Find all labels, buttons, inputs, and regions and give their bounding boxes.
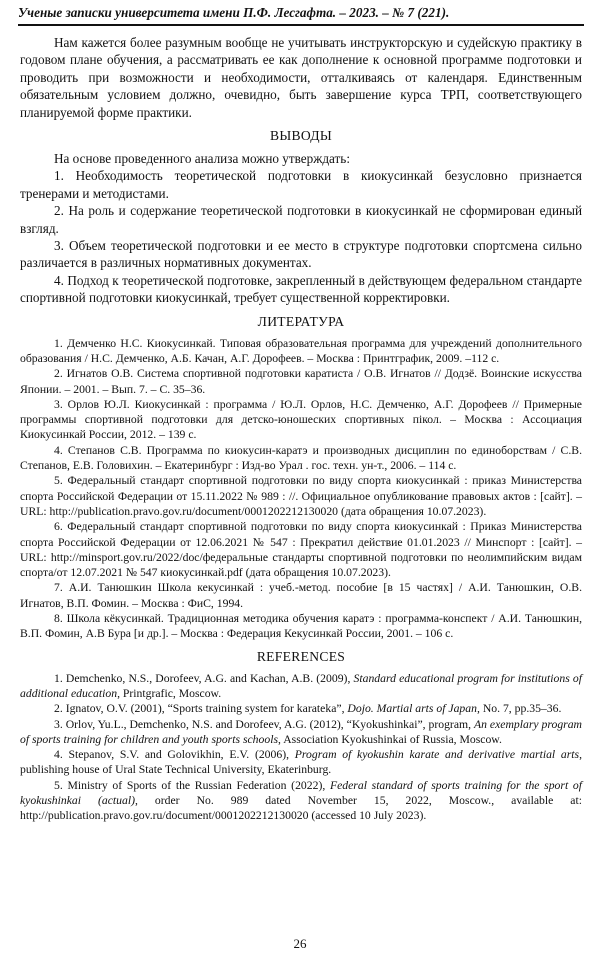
reference-title: Dojo. Martial arts of Japan, xyxy=(347,702,480,716)
literature-item: 2. Игнатов О.В. Система спортивной подготовки каратиста / О.В. Игнатов // Додзё. Воинские искусства Японии. – 2001. – Вып. 7. – С. 35–36. xyxy=(20,367,582,396)
intro-paragraph: Нам кажется более разумным вообще не учитывать инструкторскую и судейскую практику в годовом плане обучения, а рассматривать ее как дополнение к основной программе подготовки и проводить при возможности и необходимости, отталкиваясь от календаря. Единственным обязательным условием должно, очевидно, быть завершение курса ТРП, соответствующего планируемой форме практики. xyxy=(20,35,582,120)
reference-text: No. 7, pp.35–36. xyxy=(479,702,562,716)
reference-title: Federal standard of sports training for the sport of kyokushinkai (actual) xyxy=(20,778,582,807)
reference-text: , order No. 989 dated November 15, 2022, Moscow., available at: http://publication.pravo.gov.ru/document/0001202212130020 (accessed 10 July 2023). xyxy=(20,794,582,823)
reference-text: , publishing house of Ural State Technical University, Ekaterinburg. xyxy=(20,748,582,777)
literature-item: 3. Орлов Ю.Л. Киокусинкай : программа / Ю.Л. Орлов, Н.С. Демченко, А.Г. Дорофеев // Примерные программы спортивной подготовки для детско-юношеских спортивных пікол. – Москва : Ассоциация Киокусинкай России, 2012. – 139 с. xyxy=(20,397,582,442)
conclusion-item: 1. Необходимость теоретической подготовки в киокусинкай безусловно признается тренерами и методистами. xyxy=(20,168,582,201)
reference-text: , Printgrafic, Moscow. xyxy=(117,686,222,700)
literature-item: 4. Степанов С.В. Программа по киокусин-каратэ и производных дисциплин по единоборствам / С.В. Степанов, Е.В. Головихин. – Екатеринбург : Изд-во Урал . гос. техн. ун-т., 2006. – 114 с. xyxy=(20,443,582,473)
literature-item: 7. А.И. Танюшкин Школа кекусинкай : учеб.-метод. пособие [в 15 частях] / А.И. Танюшкин, О.В. Игнатов, В.П. Фомин. – Москва : ФиС, 1994. xyxy=(20,581,582,610)
page-number: 26 xyxy=(293,936,307,951)
reference-title: Program of kyokushin karate and derivative martial arts xyxy=(294,748,580,762)
literature-item: 8. Школа кёкусинкай. Традиционная методика обучения каратэ : программа-конспект / А.И. Танюшкин, В.П. Фомин, А.В Бура [и др.]. – Москва : Федерация Кекусинкай России, 2001. – 106 с. xyxy=(20,612,582,641)
reference-title: Standard educational program for institutions of additional education xyxy=(20,671,582,700)
reference-text: 3. Orlov, Yu.L., Demchenko, N.S. and Dorofeev, A.G. (2012), “Kyokushinkai”, program, xyxy=(54,717,474,731)
conclusion-item: 2. На роль и содержание теоретической подготовки в киокусинкай не сформирован единый взгляд. xyxy=(20,203,582,236)
literature-item: 1. Демченко Н.С. Киокусинкай. Типовая образовательная программа для учреждений дополнительного образования / Н.С. Демченко, А.Б. Качан, А.Г. Дорофеев. – Москва : Принтграфик, 2009. –112 с. xyxy=(20,336,582,365)
reference-text: 1. Demchenko, N.S., Dorofeev, A.G. and Kachan, A.B. (2009), xyxy=(54,671,354,685)
page-content xyxy=(20,34,582,824)
references-heading: REFERENCES xyxy=(256,648,346,664)
reference-title: An exemplary program of sports training for children and youth sports schools xyxy=(20,717,582,746)
conclusions-heading: ВЫВОДЫ xyxy=(269,128,333,144)
reference-text: 2. Ignatov, O.V. (2001), “Sports training system for karateka”, xyxy=(54,702,348,716)
reference-item xyxy=(20,747,582,778)
conclusion-item: 3. Объем теоретической подготовки и ее место в структуре подготовки спортсмена сильно различается в различных нормативных документах. xyxy=(20,238,582,271)
conclusion-item: 4. Подход к теоретической подготовке, закрепленный в действующем федеральном стандарте спортивной подготовки киокусинкай, требует существенной корректировки. xyxy=(20,272,582,306)
reference-text: , Association Kyokushinkai of Russia, Moscow. xyxy=(278,732,502,746)
conclusions-lead: На основе проведенного анализа можно утверждать: xyxy=(54,151,350,167)
reference-item xyxy=(20,701,582,716)
literature-item: 5. Федеральный стандарт спортивной подготовки по виду спорта киокусинкай : приказ Министерства спорта Российской Федерации от 15.11.2022 № 989 : //. Официальное опубликование правовых актов : [сайт]. – URL: http://publication.pravo.gov.ru/document/0001202212130020 (дата обращения 10.07.2023). xyxy=(20,474,582,518)
header-rule xyxy=(18,24,584,26)
reference-item xyxy=(20,717,582,748)
reference-item xyxy=(20,671,582,702)
literature-heading: ЛИТЕРАТУРА xyxy=(257,313,345,329)
reference-text: 4. Stepanov, S.V. and Golovikhin, E.V. (2006), xyxy=(54,748,295,762)
running-header: Ученые записки университета имени П.Ф. Лесгафта. – 2023. – № 7 (221). xyxy=(18,5,450,20)
reference-item xyxy=(20,778,582,824)
reference-text: 5. Ministry of Sports of the Russian Federation (2022), xyxy=(54,778,330,792)
literature-item: 6. Федеральный стандарт спортивной подготовки по виду спорта киокусинкай : Приказ Министерства спорта Российской Федерации от 12.06.2021 № 547 : Прекратил действие 01.01.2023 // Минспорт : [сайт]. – URL: http://minsport.gov.ru/2022/doc/федеральные стандарты спортивной подготовки по неолимпийским видам спорта/от 12.07.2021 № 547 киокусинкай.pdf (дата обращения 10.07.2023). xyxy=(20,520,582,580)
